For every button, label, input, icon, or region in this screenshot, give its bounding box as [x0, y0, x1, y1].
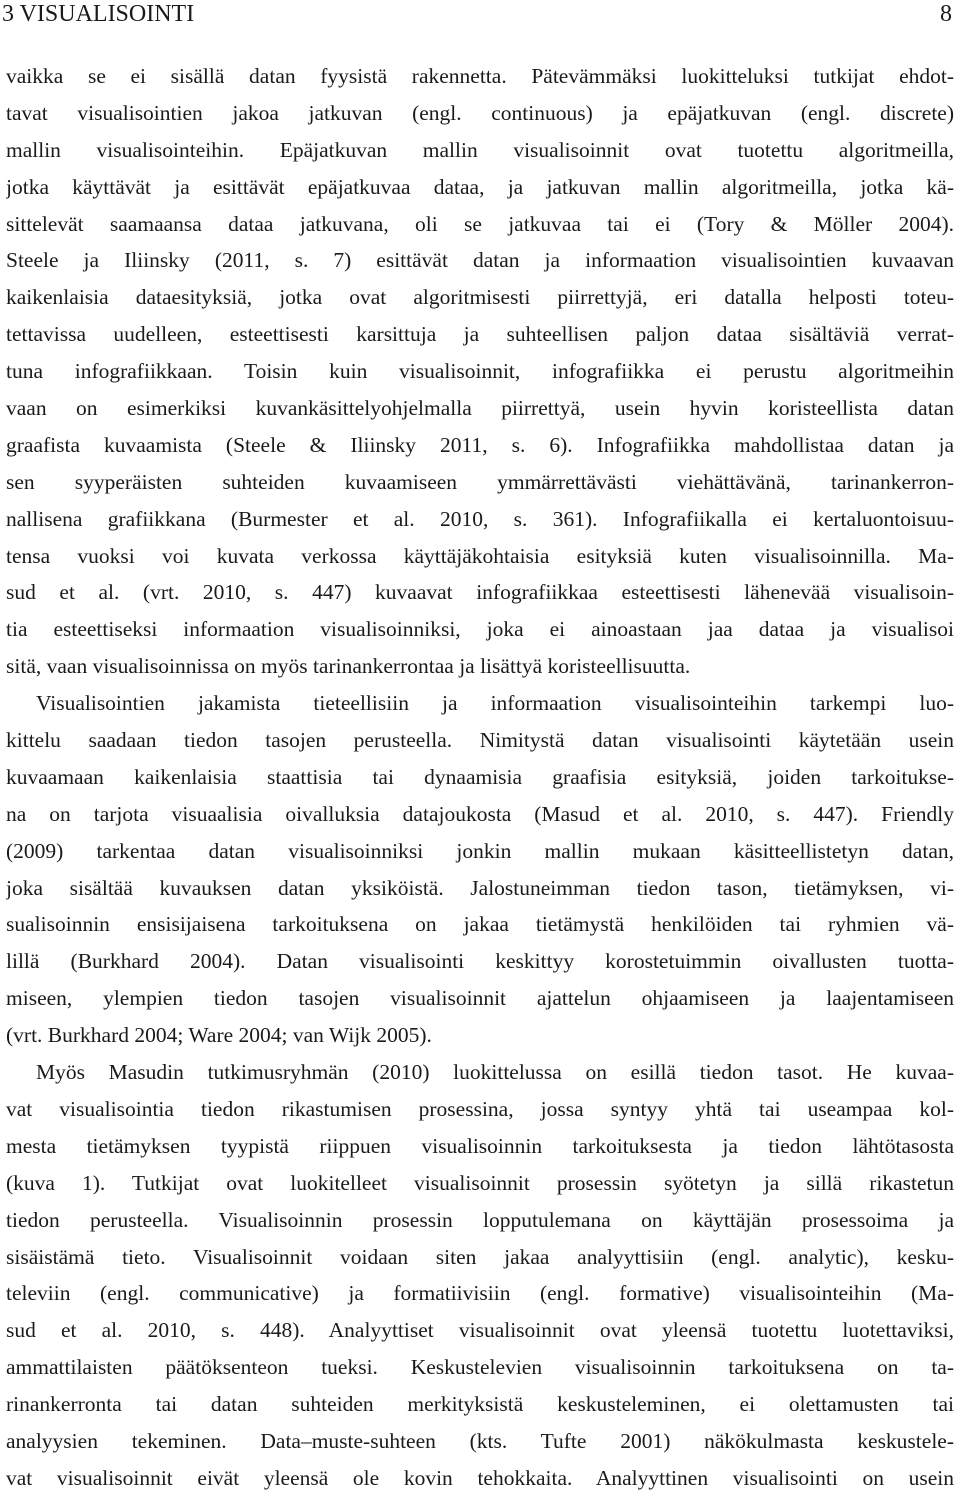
text-line: tiedon perusteella. Visualisoinnin prosessin lopputulemana on käyttäjän prosessoima ja: [6, 1207, 954, 1232]
text-line: analyysien tekeminen. Data–muste-suhteen (kts. Tufte 2001) näkökulmasta keskustele-: [6, 1428, 954, 1453]
paragraph: [6, 1054, 954, 1497]
text-line: sualisoinnin ensisijaisena tarkoituksena on jakaa tietämystä henkilöiden tai ryhmien vä-: [6, 912, 954, 937]
paragraph: [6, 58, 954, 685]
section-title: 3 VISUALISOINTI: [2, 1, 195, 27]
text-line: (2009) tarkentaa datan visualisoinniksi jonkin mallin mukaan käsitteellistetyn datan,: [6, 838, 954, 863]
text-line: Visualisointien jakamista tieteellisiin ja informaation visualisointeihin tarkempi luo-: [36, 691, 954, 716]
text-line: kaikenlaisia dataesityksiä, jotka ovat algoritmisesti piirrettyjä, eri datalla helposti toteu-: [6, 285, 954, 310]
text-line: Myös Masudin tutkimusryhmän (2010) luokittelussa on esillä tiedon tasot. He kuvaa-: [36, 1060, 954, 1085]
text-line: mesta tietämyksen tyypistä riippuen visualisoinnin tarkoituksesta ja tiedon lähtötasosta: [6, 1133, 954, 1158]
text-line: tettavissa uudelleen, esteettisesti karsittuja ja suhteellisen paljon dataa sisältäviä verrat-: [6, 322, 954, 347]
text-line: miseen, ylempien tiedon tasojen visualisoinnit ajattelun ohjaamiseen ja laajentamiseen: [6, 986, 954, 1011]
text-line: sud et al. 2010, s. 448). Analyyttiset visualisoinnit ovat yleensä tuotettu luotettaviksi,: [6, 1318, 954, 1343]
text-line: joka sisältää kuvauksen datan yksiköistä. Jalostuneimman tiedon tason, tietämyksen, vi-: [6, 875, 954, 900]
text-line: nallisena grafiikkana (Burmester et al. 2010, s. 361). Infografiikalla ei kertaluontoisuu-: [6, 506, 954, 531]
text-line: ammattilaisten päätöksenteon tueksi. Keskustelevien visualisoinnin tarkoituksena on ta-: [6, 1355, 954, 1380]
text-line: na on tarjota visuaalisia oivalluksia datajoukosta (Masud et al. 2010, s. 447). Friendly: [6, 801, 954, 826]
paragraph: [6, 685, 954, 1054]
text-line: vaikka se ei sisällä datan fyysistä rakennetta. Pätevämmäksi luokitteluksi tutkijat ehdot-: [6, 64, 954, 88]
text-line: graafista kuvaamista (Steele & Iliinsky 2011, s. 6). Infografiikka mahdollistaa datan ja: [6, 432, 954, 457]
running-header: [2, 0, 952, 34]
text-line: sen syyperäisten suhteiden kuvaamiseen ymmärrettävästi viehättävänä, tarinankerron-: [6, 469, 954, 494]
text-line: sitä, vaan visualisoinnissa on myös tarinankerrontaa ja lisättyä koristeellisuutta.: [6, 654, 691, 679]
text-line: mallin visualisointeihin. Epäjatkuvan mallin visualisoinnit ovat tuotettu algoritmeilla,: [6, 137, 954, 162]
text-line: tavat visualisointien jakoa jatkuvan (engl. continuous) ja epäjatkuvan (engl. discrete): [6, 100, 954, 125]
text-line: televiin (engl. communicative) ja formatiivisiin (engl. formative) visualisointeihin (Ma-: [6, 1281, 954, 1306]
text-line: jotka käyttävät ja esittävät epäjatkuvaa dataa, ja jatkuvan mallin algoritmeilla, jotka kä-: [6, 174, 954, 199]
text-line: vaan on esimerkiksi kuvankäsittelyohjelmalla piirrettyä, usein hyvin koristeellista datan: [6, 396, 954, 421]
text-line: sisäistämä tieto. Visualisoinnit voidaan siten jakaa analyyttisiin (engl. analytic), kesku-: [6, 1244, 954, 1269]
text-line: (vrt. Burkhard 2004; Ware 2004; van Wijk 2005).: [6, 1023, 432, 1048]
page-number: 8: [940, 1, 952, 27]
text-line: sittelevät saamaansa dataa jatkuvana, oli se jatkuvaa tai ei (Tory & Möller 2004).: [6, 211, 954, 236]
text-line: rinankerronta tai datan suhteiden merkityksistä keskusteleminen, ei olettamusten tai: [6, 1392, 954, 1417]
text-line: tia esteettiseksi informaation visualisoinniksi, joka ei ainoastaan jaa dataa ja visualisoi: [6, 617, 954, 642]
text-line: kuvaamaan kaikenlaisia staattisia tai dynaamisia graafisia esityksiä, joiden tarkoitukse-: [6, 764, 954, 789]
text-line: lillä (Burkhard 2004). Datan visualisointi keskittyy korostetuimmin oivallusten tuotta-: [6, 949, 954, 974]
text-line: tensa vuoksi voi kuvata verkossa käyttäjäkohtaisia esityksiä kuten visualisoinnilla. Ma-: [6, 543, 954, 568]
text-line: vat visualisoinnit eivät yleensä ole kovin tehokkaita. Analyyttinen visualisointi on usein: [6, 1465, 954, 1490]
text-line: kittelu saadaan tiedon tasojen perusteella. Nimitystä datan visualisointi käytetään usein: [6, 728, 954, 753]
text-line: sud et al. (vrt. 2010, s. 447) kuvaavat infografiikkaa esteettisesti lähenevää visualisoin-: [6, 580, 954, 605]
body-text: [6, 58, 954, 1497]
text-line: vat visualisointia tiedon rikastumisen prosessina, jossa syntyy yhtä tai useampaa kol-: [6, 1096, 954, 1121]
text-line: tuna infografiikkaan. Toisin kuin visualisoinnit, infografiikka ei perustu algoritmeihin: [6, 359, 954, 384]
text-line: (kuva 1). Tutkijat ovat luokitelleet visualisoinnit prosessin syötetyn ja sillä rikastetun: [6, 1170, 954, 1195]
text-line: Steele ja Iliinsky (2011, s. 7) esittävät datan ja informaation visualisointien kuvaavan: [6, 248, 954, 273]
